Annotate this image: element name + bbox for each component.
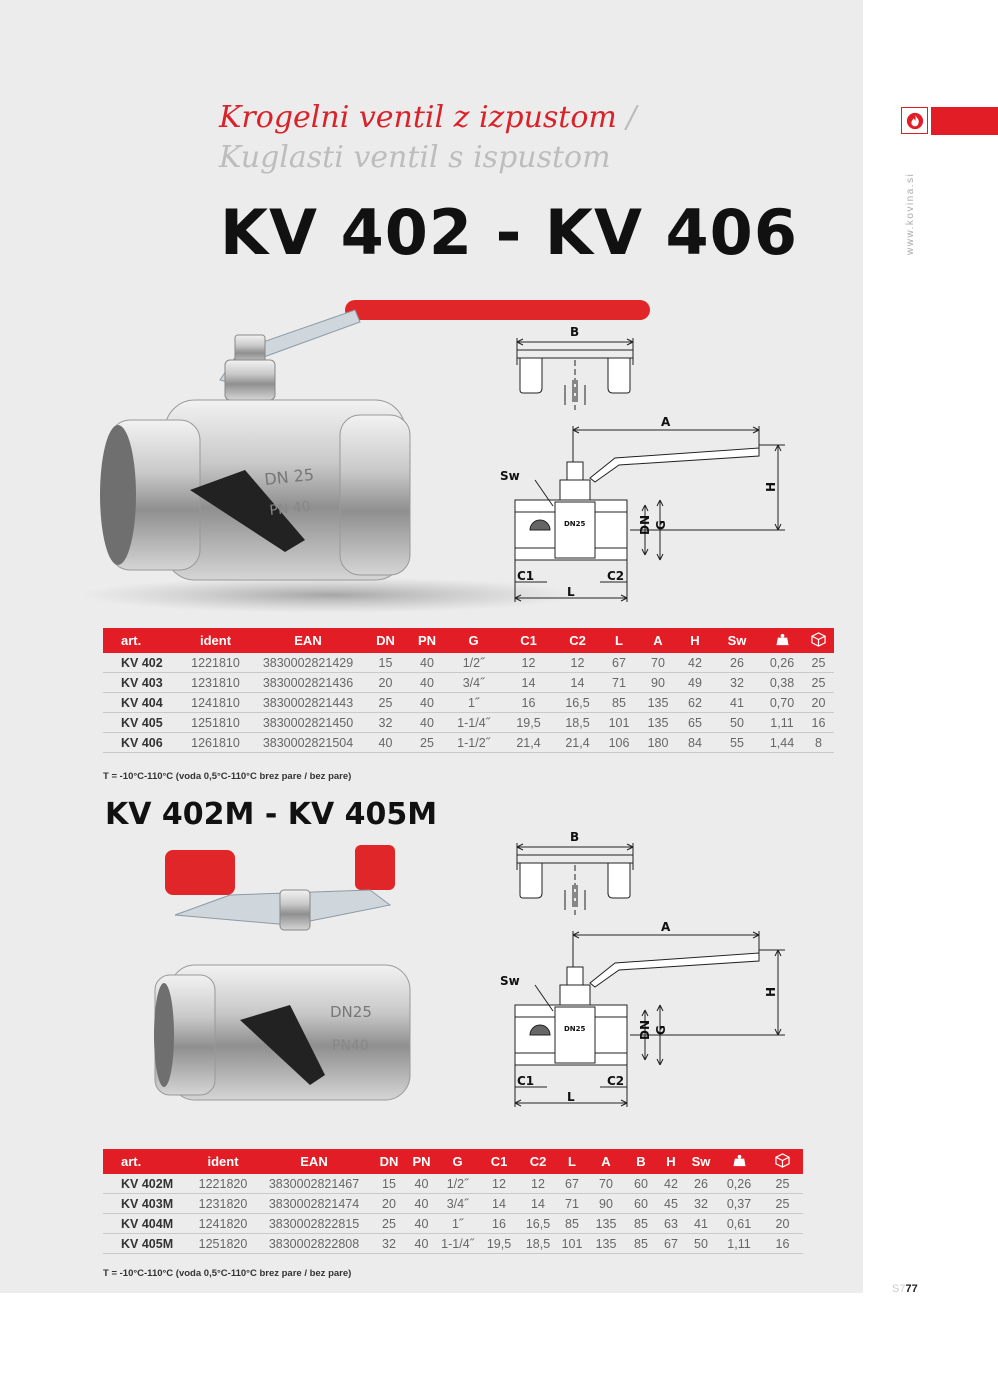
dim-label-sw: Sw	[500, 974, 520, 988]
table-cell: 19,5	[501, 713, 556, 733]
table-cell: 40	[408, 1234, 435, 1254]
col-header-weight	[716, 1149, 762, 1174]
article-code: KV 405	[103, 713, 178, 733]
table-header-row	[103, 628, 834, 653]
col-header: PN	[408, 1149, 435, 1174]
table-cell: 1241810	[178, 693, 253, 713]
table-cell: 26	[686, 1174, 716, 1194]
table-cell: 135	[639, 713, 677, 733]
dim-label-h: H	[764, 481, 778, 492]
table-cell: 16	[762, 1234, 803, 1254]
col-header: DN	[370, 1149, 408, 1174]
table-cell: 0,26	[716, 1174, 762, 1194]
title-slovenian	[219, 100, 637, 135]
table-cell: 40	[408, 713, 446, 733]
table-cell: 67	[599, 653, 639, 673]
table-cell: 70	[639, 653, 677, 673]
article-code: KV 405M	[103, 1234, 188, 1254]
col-header: ident	[188, 1149, 258, 1174]
technical-drawing-1	[495, 320, 795, 610]
table-cell: 42	[677, 653, 713, 673]
table-cell: 85	[599, 693, 639, 713]
col-header: C1	[501, 628, 556, 653]
box-icon	[775, 1153, 790, 1168]
title-separator: /	[626, 100, 637, 135]
table-cell: 26	[713, 653, 761, 673]
table-cell: 21,4	[501, 733, 556, 753]
col-header: C2	[556, 628, 599, 653]
table-cell: 101	[599, 713, 639, 733]
table-cell: 3830002822815	[258, 1214, 370, 1234]
title-croatian: Kuglasti ventil s ispustom	[219, 140, 611, 175]
table-row	[103, 1194, 803, 1214]
table-cell: 50	[713, 713, 761, 733]
table-cell: 41	[713, 693, 761, 713]
table-cell: 45	[656, 1194, 686, 1214]
table-cell: 135	[586, 1214, 626, 1234]
table-cell: 21,4	[556, 733, 599, 753]
table-cell: 1261810	[178, 733, 253, 753]
table-cell: 1˝	[446, 693, 501, 713]
table-cell: 14	[480, 1194, 518, 1214]
table-cell: 1221820	[188, 1174, 258, 1194]
table-cell: 3/4˝	[446, 673, 501, 693]
table-cell: 1231810	[178, 673, 253, 693]
table-row	[103, 733, 834, 753]
col-header: L	[599, 628, 639, 653]
table-cell: 135	[586, 1234, 626, 1254]
table-cell: 1241820	[188, 1214, 258, 1234]
col-header: H	[677, 628, 713, 653]
article-code: KV 406	[103, 733, 178, 753]
dim-label-a: A	[661, 920, 671, 934]
table-cell: 101	[558, 1234, 586, 1254]
table-cell: 67	[656, 1234, 686, 1254]
title-slovenian-text: Krogelni ventil z izpustom	[219, 100, 617, 135]
table-cell: 41	[686, 1214, 716, 1234]
box-icon	[811, 632, 826, 647]
col-header-package	[762, 1149, 803, 1174]
table-cell: 40	[408, 673, 446, 693]
col-header-weight	[761, 628, 803, 653]
table-cell: 25	[803, 653, 834, 673]
table-cell: 20	[803, 693, 834, 713]
table-cell: 55	[713, 733, 761, 753]
photo-marking-pn-m: PN40	[332, 1038, 369, 1054]
table-cell: 20	[370, 1194, 408, 1214]
table-cell: 60	[626, 1194, 656, 1214]
table-cell: 18,5	[556, 713, 599, 733]
table-cell: 3830002821467	[258, 1174, 370, 1194]
category-badge	[901, 107, 928, 134]
dim-label-b: B	[570, 830, 580, 844]
table-header-row	[103, 1149, 803, 1174]
article-code: KV 404	[103, 693, 178, 713]
dim-label-h: H	[764, 986, 778, 997]
article-code: KV 403M	[103, 1194, 188, 1214]
page-number	[892, 1283, 918, 1295]
table-cell: 16	[480, 1214, 518, 1234]
dim-label-c1: C1	[517, 1074, 535, 1088]
table-cell: 1˝	[435, 1214, 480, 1234]
table-cell: 85	[558, 1214, 586, 1234]
table-cell: 15	[370, 1174, 408, 1194]
main-title: KV 402 - KV 406	[220, 196, 798, 269]
table-cell: 14	[501, 673, 556, 693]
table-cell: 25	[762, 1194, 803, 1214]
article-code: KV 403	[103, 673, 178, 693]
photo-marking-pn: PN 40	[268, 498, 312, 519]
table-cell: 20	[363, 673, 408, 693]
col-header: Sw	[686, 1149, 716, 1174]
table-cell: 8	[803, 733, 834, 753]
dim-label-b: B	[570, 325, 580, 339]
table-cell: 3830002821504	[253, 733, 363, 753]
dim-label-g: G	[654, 1025, 668, 1035]
table-cell: 32	[363, 713, 408, 733]
table-cell: 0,38	[761, 673, 803, 693]
photo-marking-dn-m: DN25	[330, 1003, 372, 1021]
table-cell: 1221810	[178, 653, 253, 673]
weight-icon	[733, 1154, 746, 1167]
table-cell: 16,5	[518, 1214, 558, 1234]
col-header: art.	[103, 628, 178, 653]
table-row	[103, 713, 834, 733]
table-cell: 16,5	[556, 693, 599, 713]
table-cell: 25	[363, 693, 408, 713]
table-cell: 3830002821429	[253, 653, 363, 673]
table-cell: 40	[363, 733, 408, 753]
article-code: KV 402M	[103, 1174, 188, 1194]
page-number-value: 77	[905, 1283, 918, 1295]
table-cell: 25	[370, 1214, 408, 1234]
col-header: Sw	[713, 628, 761, 653]
table-cell: 65	[677, 713, 713, 733]
col-header: EAN	[253, 628, 363, 653]
table-cell: 3830002821443	[253, 693, 363, 713]
table-cell: 32	[713, 673, 761, 693]
table-cell: 70	[586, 1174, 626, 1194]
dim-label-l: L	[567, 1090, 575, 1104]
col-header: L	[558, 1149, 586, 1174]
col-header: EAN	[258, 1149, 370, 1174]
table-row	[103, 1214, 803, 1234]
table-cell: 135	[639, 693, 677, 713]
valve-photo-butterfly	[150, 845, 450, 1115]
table-cell: 1251820	[188, 1234, 258, 1254]
dim-label-c2: C2	[607, 1074, 625, 1088]
table-cell: 25	[762, 1174, 803, 1194]
table-cell: 67	[558, 1174, 586, 1194]
table-cell: 12	[518, 1174, 558, 1194]
table-cell: 62	[677, 693, 713, 713]
flame-icon	[906, 112, 924, 130]
table-row	[103, 673, 834, 693]
dim-label-sw: Sw	[500, 469, 520, 483]
col-header-package	[803, 628, 834, 653]
dim-label-l: L	[567, 585, 575, 599]
section-title-m: KV 402M - KV 405M	[105, 797, 438, 832]
table-cell: 25	[803, 673, 834, 693]
table-cell: 40	[408, 1214, 435, 1234]
table-cell: 3830002821474	[258, 1194, 370, 1214]
col-header: art.	[103, 1149, 188, 1174]
table-cell: 50	[686, 1234, 716, 1254]
table-row	[103, 653, 834, 673]
table-cell: 1-1/2˝	[446, 733, 501, 753]
dim-label-g: G	[654, 520, 668, 530]
table-cell: 19,5	[480, 1234, 518, 1254]
table-cell: 25	[408, 733, 446, 753]
table-cell: 49	[677, 673, 713, 693]
table-cell: 40	[408, 693, 446, 713]
table-cell: 12	[501, 653, 556, 673]
sidebar-accent-bar	[931, 107, 998, 135]
col-header: C2	[518, 1149, 558, 1174]
table-cell: 16	[803, 713, 834, 733]
col-header: ident	[178, 628, 253, 653]
table-cell: 1,11	[716, 1234, 762, 1254]
col-header: G	[435, 1149, 480, 1174]
table-cell: 106	[599, 733, 639, 753]
table-cell: 1-1/4˝	[446, 713, 501, 733]
table-cell: 3830002821450	[253, 713, 363, 733]
col-header: H	[656, 1149, 686, 1174]
table-cell: 14	[556, 673, 599, 693]
col-header: A	[586, 1149, 626, 1174]
dim-label-c2: C2	[607, 569, 625, 583]
table-cell: 180	[639, 733, 677, 753]
table-cell: 18,5	[518, 1234, 558, 1254]
table-cell: 0,61	[716, 1214, 762, 1234]
table-cell: 20	[762, 1214, 803, 1234]
table-cell: 3/4˝	[435, 1194, 480, 1214]
table-cell: 71	[558, 1194, 586, 1214]
page-prefix: S7	[892, 1283, 906, 1295]
table-cell: 85	[626, 1214, 656, 1234]
dim-label-dn: DN	[638, 514, 652, 535]
article-code: KV 402	[103, 653, 178, 673]
table-cell: 42	[656, 1174, 686, 1194]
table-row	[103, 1174, 803, 1194]
dim-label-c1: C1	[517, 569, 535, 583]
table-cell: 16	[501, 693, 556, 713]
table-cell: 0,70	[761, 693, 803, 713]
col-header: B	[626, 1149, 656, 1174]
table-cell: 40	[408, 653, 446, 673]
table-row	[103, 1234, 803, 1254]
table-cell: 84	[677, 733, 713, 753]
dim-label-dn: DN	[638, 1019, 652, 1040]
table-cell: 1251810	[178, 713, 253, 733]
website-url: www.kovina.si	[905, 172, 916, 255]
table-cell: 1231820	[188, 1194, 258, 1214]
temperature-note-2: T = -10°C-110°C (voda 0,5°C-110°C brez pare / bez pare)	[103, 1268, 352, 1279]
table-cell: 15	[363, 653, 408, 673]
table-cell: 0,37	[716, 1194, 762, 1214]
table-cell: 1-1/4˝	[435, 1234, 480, 1254]
col-header: C1	[480, 1149, 518, 1174]
col-header: A	[639, 628, 677, 653]
table-cell: 63	[656, 1214, 686, 1234]
table-row	[103, 693, 834, 713]
spec-table-1	[103, 628, 834, 753]
table-cell: 3830002822808	[258, 1234, 370, 1254]
table-cell: 1/2˝	[435, 1174, 480, 1194]
technical-drawing-2	[495, 825, 795, 1115]
col-header: DN	[363, 628, 408, 653]
table-cell: 40	[408, 1174, 435, 1194]
spec-table-2	[103, 1149, 803, 1254]
table-cell: 3830002821436	[253, 673, 363, 693]
table-cell: 60	[626, 1174, 656, 1194]
temperature-note-1: T = -10°C-110°C (voda 0,5°C-110°C brez pare / bez pare)	[103, 771, 352, 782]
table-cell: 12	[556, 653, 599, 673]
col-header: G	[446, 628, 501, 653]
article-code: KV 404M	[103, 1214, 188, 1234]
weight-icon	[776, 633, 789, 646]
col-header: PN	[408, 628, 446, 653]
table-cell: 1,44	[761, 733, 803, 753]
drawing-marking: DN25	[564, 1025, 586, 1033]
photo-marking-dn: DN 25	[263, 464, 315, 489]
table-cell: 40	[408, 1194, 435, 1214]
dim-label-a: A	[661, 415, 671, 429]
table-cell: 1/2˝	[446, 653, 501, 673]
table-cell: 71	[599, 673, 639, 693]
table-cell: 85	[626, 1234, 656, 1254]
table-cell: 32	[686, 1194, 716, 1214]
table-cell: 0,26	[761, 653, 803, 673]
table-cell: 1,11	[761, 713, 803, 733]
drawing-marking: DN25	[564, 520, 586, 528]
table-cell: 14	[518, 1194, 558, 1214]
table-cell: 12	[480, 1174, 518, 1194]
table-cell: 90	[586, 1194, 626, 1214]
table-cell: 90	[639, 673, 677, 693]
table-cell: 32	[370, 1234, 408, 1254]
